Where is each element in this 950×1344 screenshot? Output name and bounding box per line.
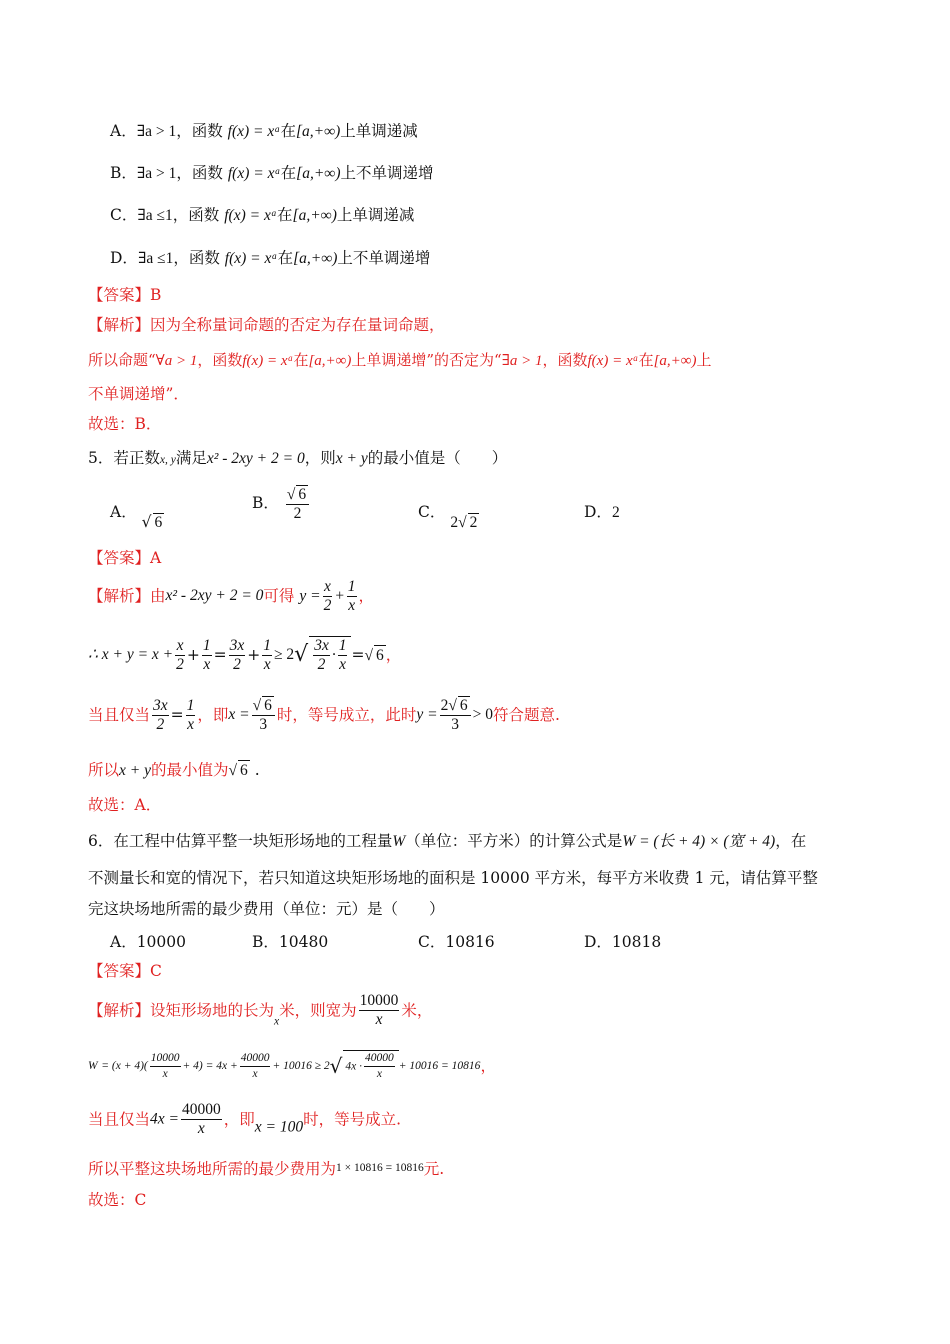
fraction [347,578,357,615]
q6-option-c: C．10816 [418,933,495,951]
text: 的最小值是（ ） [367,449,508,467]
option-condition: ∃a ≤1，函数 [137,207,220,224]
q6-analysis-line3 [88,1101,401,1145]
denominator: x [203,655,211,673]
option-tail: 上不单调递增 [337,249,431,267]
option-letter: B． [110,164,137,182]
analysis-tag: 【解析】 [88,587,151,606]
answer-tag: 【答案】 [88,962,151,980]
math: + 10016 ≥ 2 [272,1060,330,1072]
text: ， [358,587,375,606]
numerator: 3x [229,636,245,654]
denominator: 2 [323,597,332,614]
option-interval: [a,+∞) [292,207,337,224]
text: ，函数 [197,351,243,369]
math: W [392,833,406,850]
denominator: x [263,655,271,673]
q5-option-d [584,500,620,522]
text: 所以平整这块场地所需的最少费用为 [88,1160,337,1178]
option-function: f(x) = xᵃ [224,207,278,224]
q5-analysis-line4 [88,760,260,781]
q4-option-b [110,163,434,184]
text: 当且仅当 [88,1110,151,1129]
math: [a,+∞) [653,353,697,369]
math: x [274,1015,280,1028]
math: = [351,646,365,664]
q5-option-a [110,500,164,531]
radicand: 6 [298,486,307,503]
numerator: 1 [263,636,272,654]
fraction [359,992,400,1029]
text: 设矩形场地的长为 [150,1001,275,1020]
text: . [249,761,260,779]
answer-value: C [150,962,162,980]
numerator: 1 [202,636,211,654]
q4-option-a [110,121,418,142]
sqrt-expr: √ 6 [141,513,163,531]
math: ≥ 2 [274,646,295,663]
q6-option-b: B．10480 [252,933,329,951]
q4-analysis-line1 [88,315,445,335]
denominator: 2 [293,505,302,522]
q5-analysis-line2 [88,636,401,680]
math: ∴ x + y = x + [88,646,174,663]
numerator: 1 [347,578,356,595]
math: x² - 2xy + 2 = 0 [206,450,305,467]
formula [299,578,358,614]
q4-analysis-line2 [88,350,712,371]
math: ∃a > 1 [501,353,543,369]
option-letter: D． [110,249,138,267]
text: 的最小值为 [150,761,229,779]
math: x = [228,706,250,723]
option-condition: ∃a > 1，函数 [136,123,223,140]
fraction [252,696,275,734]
fraction [202,637,212,674]
denominator: 2 [156,715,165,733]
math: = [213,646,227,664]
text: 符合题意. [493,706,560,724]
fraction [175,637,185,674]
option-interval: [a,+∞) [295,123,341,140]
math: · [331,646,336,664]
numerator: 1 [338,637,347,654]
text: ，即 [197,706,229,724]
math: W [88,1060,98,1072]
numerator: 40000 [364,1051,395,1067]
denominator: x [187,715,194,733]
text: 元. [423,1160,445,1178]
text: 由 [150,587,166,606]
fraction [240,1051,271,1082]
math: 4x = [150,1110,179,1128]
text: 6．在工程中估算平整一块矩形场地的工程量 [88,832,393,850]
q4-analysis-line3: 不单调递增”． [88,385,189,403]
text: 所以命题“ [88,351,156,369]
q6-conclusion: 故选：C [88,1191,147,1209]
math: y = [299,587,321,605]
text: ，即 [223,1110,255,1129]
fraction [313,637,330,674]
text: 满足 [175,449,207,467]
math: + [247,646,261,664]
fraction [229,637,246,674]
option-letter: C． [418,503,446,521]
denominator: 2 [317,656,326,673]
numerator: x [176,636,184,654]
math: = (x + 4)( [101,1060,148,1072]
denominator: 2 [233,655,241,673]
option-mid: 在 [280,164,297,182]
option-tail: 上不单调递增 [340,164,434,182]
denominator: x [348,597,356,614]
fraction [323,578,333,615]
math: + 4) = 4x + [182,1060,238,1072]
answer-value: A [150,549,162,567]
option-letter: A． [110,122,137,140]
text: （单位：平方米）的计算公式是 [405,832,623,850]
fraction [286,485,309,523]
numerator: 40000 [181,1101,221,1118]
q5-analysis-line1 [88,578,374,622]
numerator: 10000 [150,1051,181,1067]
text: 时，等号成立，此时 [276,706,417,724]
text: 在 [293,351,309,369]
math: x + y [335,450,368,467]
numerator: 3x [314,637,329,654]
fraction [181,1101,222,1138]
sqrt-sign: √ [294,642,309,667]
radicand: 6 [240,762,248,779]
numerator: 10000 [359,992,399,1009]
fraction [262,637,272,674]
math: W = (长 + 4) × (宽 + 4) [622,833,776,850]
option-letter: A． [110,503,137,521]
q6-analysis-line1 [88,992,432,1036]
denominator: x [252,1067,258,1080]
option-mid: 在 [277,249,294,267]
coef: 2 [440,697,449,714]
fraction [152,697,169,734]
text: 当且仅当 [88,706,151,724]
q4-option-c [110,205,414,226]
math: 4x · [345,1060,363,1073]
option-letter: D． [584,503,612,521]
math: + [186,646,200,664]
q6-analysis-line4 [88,1158,444,1179]
denominator: 3 [259,716,268,733]
q6-stem-line1 [88,831,806,852]
answer-tag: 【答案】 [88,549,151,567]
text: 时，等号成立. [303,1110,402,1129]
q6-option-a: A．10000 [110,933,187,951]
denominator: x [162,1067,168,1080]
q5-stem [88,448,507,470]
radicand [309,636,351,674]
text: 米，则宽为 [279,1001,357,1020]
denominator: 2 [176,655,184,673]
fraction [440,696,471,734]
text: 上单调递增”的否定为“ [351,351,502,369]
text: ， [480,1057,496,1075]
q5-option-b [252,485,311,523]
numerator: x [324,578,331,595]
math: + [334,587,345,605]
denominator: x [197,1120,205,1137]
q6-analysis-line2 [88,1050,496,1090]
analysis-text: 因为全称量词命题的否定为存在量词命题， [150,316,445,334]
math: [a,+∞) [308,353,352,369]
math: x² - 2xy + 2 = 0 [165,587,264,605]
fraction [364,1051,395,1082]
text: 在 [638,351,654,369]
option-tail: 上单调递减 [336,206,415,224]
option-condition: ∃a > 1，函数 [136,165,223,182]
sqrt-expr: √ 6 [364,646,384,664]
option-function: f(x) = xᵃ [227,123,281,140]
numerator: √ 6 [252,696,275,716]
option-letter: C． [110,206,138,224]
option-function: f(x) = xᵃ [227,165,281,182]
fraction [186,697,196,734]
numerator: 40000 [240,1051,271,1067]
option-condition: ∃a ≤1，函数 [137,250,220,267]
text: ， [385,646,402,664]
q5-answer [88,548,161,568]
math: y = [416,706,438,723]
q4-answer [88,285,161,305]
sqrt-sign: √ [329,1054,343,1078]
math: 1 × 10816 = 10816 [336,1162,424,1174]
math: x = 100 [254,1118,304,1136]
radicand: 6 [264,697,272,714]
q6-stem-line3: 完这块场地所需的最少费用（单位：元）是（ ） [88,900,445,918]
numerator: 2√ 6 [440,696,471,716]
option-function: f(x) = xᵃ [224,250,278,267]
option-letter: B． [252,494,279,512]
q6-option-d: D．10818 [584,933,662,951]
option-mid: 在 [280,122,296,140]
q6-answer [88,961,162,981]
radicand [343,1050,398,1082]
math: = [170,706,184,724]
analysis-tag: 【解析】 [88,316,151,334]
sqrt-expr: √ 6 [228,762,248,779]
numerator: √ 6 [286,485,309,505]
text: 5．若正数 [88,449,160,467]
text: 可得 [263,587,295,606]
text: ，在 [775,832,807,850]
q4-option-d [110,248,430,269]
math: + 10016 = 10816 [398,1060,481,1072]
q5-analysis-line3 [88,696,560,740]
fraction [338,637,348,674]
radicand: 6 [154,514,163,531]
coef: 2 [450,514,459,531]
answer-value: B [150,286,162,304]
text: ，则 [304,449,336,467]
option-tail: 上单调递减 [340,122,418,140]
math: > 0 [472,706,494,723]
denominator: x [376,1068,382,1080]
q6-stem-line2: 不测量长和宽的情况下，若只知道这块矩形场地的面积是 10000 平方米，每平方米收费 1 元，请估算平整 [88,869,818,887]
numerator: 1 [186,696,195,714]
fraction [150,1051,181,1082]
option-mid: 在 [277,206,293,224]
text: ，函数 [542,351,588,369]
math: f(x) = xᵃ [587,353,639,369]
q5-option-c [418,500,479,531]
analysis-tag: 【解析】 [88,1001,151,1020]
math: x, y [159,454,176,466]
denominator: x [339,656,347,673]
radicand: 2 [469,514,478,531]
radicand: 6 [459,697,468,714]
option-value: 2 [611,504,620,521]
text: 米， [401,1001,433,1020]
option-interval: [a,+∞) [293,250,338,267]
option-interval: [a,+∞) [296,165,341,182]
q5-conclusion: 故选：A． [88,796,162,814]
sqrt-expr: 2√ 2 [450,514,478,531]
text: 所以 [88,761,120,779]
numerator: 3x [153,696,168,714]
math: x + y [119,762,151,779]
math: f(x) = xᵃ [242,353,294,369]
answer-tag: 【答案】 [88,286,151,304]
radicand: 6 [375,646,384,664]
math: ∀a > 1 [155,353,198,369]
q4-conclusion: 故选：B． [88,415,162,433]
denominator: 3 [451,716,460,733]
denominator: x [375,1011,383,1028]
text: 上 [696,351,712,369]
